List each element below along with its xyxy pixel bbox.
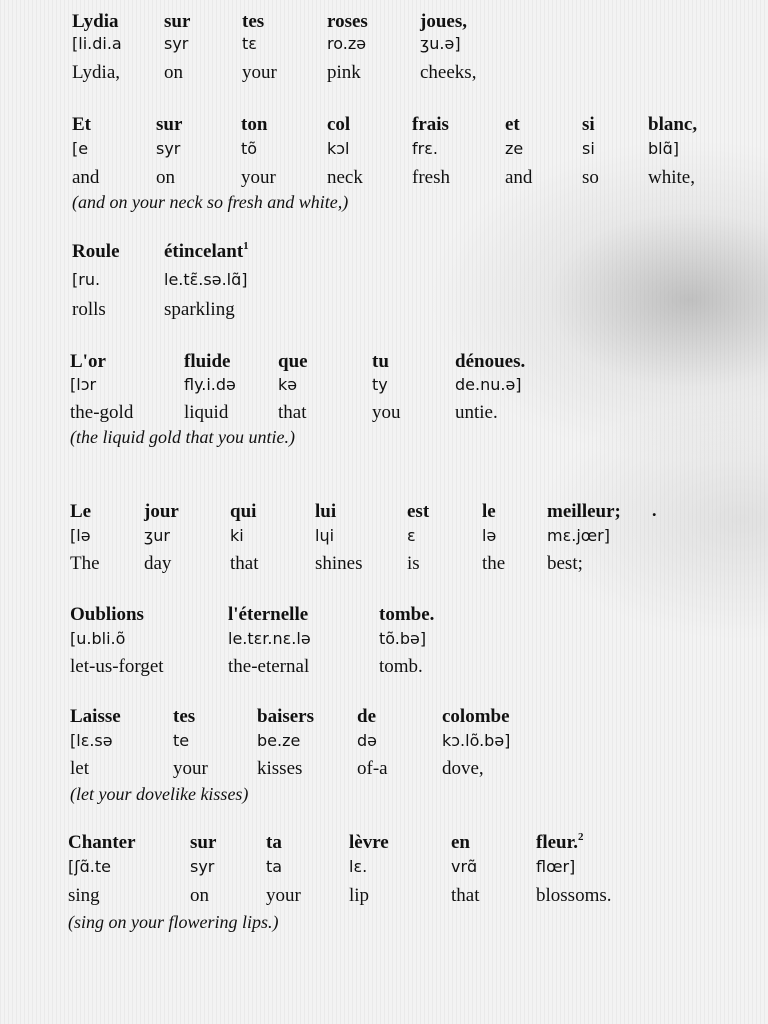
french-word bbox=[379, 605, 434, 624]
french-word-text: tes bbox=[242, 11, 265, 32]
french-word bbox=[242, 12, 264, 31]
english-gloss bbox=[315, 554, 363, 573]
french-word-text: sur bbox=[164, 11, 191, 32]
french-word bbox=[72, 115, 91, 134]
english-gloss bbox=[349, 886, 369, 905]
english-gloss bbox=[156, 168, 175, 187]
ipa-transcription-text: kɔ.lõ.bə] bbox=[442, 731, 511, 750]
ipa-transcription bbox=[455, 377, 522, 393]
english-gloss bbox=[70, 403, 133, 422]
english-gloss-text: your bbox=[241, 167, 276, 188]
ipa-transcription-text: kɔl bbox=[327, 139, 350, 158]
ipa-transcription bbox=[648, 141, 679, 157]
french-word bbox=[156, 115, 182, 134]
english-gloss-text: sparkling bbox=[164, 299, 235, 320]
english-gloss-text: and bbox=[72, 167, 100, 188]
french-word-text: fluide bbox=[184, 351, 231, 372]
french-word bbox=[455, 352, 525, 371]
french-word-text: tu bbox=[372, 351, 389, 372]
english-gloss bbox=[68, 886, 100, 905]
ipa-transcription bbox=[173, 733, 189, 749]
english-gloss-text: white, bbox=[648, 167, 695, 188]
french-word-text: Roule bbox=[72, 241, 120, 262]
french-word-text: tes bbox=[173, 706, 196, 727]
english-gloss-text: blossoms. bbox=[536, 885, 612, 906]
english-gloss-text: that bbox=[278, 402, 307, 423]
ipa-transcription bbox=[278, 377, 297, 393]
french-word-text: étincelant bbox=[164, 241, 244, 262]
ipa-transcription bbox=[257, 733, 300, 749]
english-gloss-text: rolls bbox=[72, 299, 106, 320]
ipa-transcription bbox=[482, 528, 496, 544]
ipa-transcription-text: [e bbox=[72, 139, 89, 158]
ipa-transcription bbox=[70, 631, 125, 647]
ipa-transcription bbox=[357, 733, 377, 749]
ipa-transcription bbox=[349, 859, 367, 875]
french-word bbox=[257, 707, 314, 726]
english-gloss bbox=[442, 759, 484, 778]
french-word bbox=[412, 115, 449, 134]
ipa-transcription-text: tɛ bbox=[242, 34, 257, 53]
ipa-transcription-text: le.tɛr.nɛ.lə bbox=[228, 629, 311, 648]
french-word-text: et bbox=[505, 114, 520, 135]
ipa-transcription bbox=[228, 631, 311, 647]
french-word-text: tombe. bbox=[379, 604, 435, 625]
ipa-transcription bbox=[70, 528, 91, 544]
english-gloss bbox=[164, 63, 183, 82]
english-gloss-text: and bbox=[505, 167, 533, 188]
french-word-text: meilleur; bbox=[547, 501, 621, 522]
french-word-text: ton bbox=[241, 114, 268, 135]
ipa-transcription-text: le.tɛ̃.sə.lɑ̃] bbox=[164, 270, 248, 289]
ipa-transcription bbox=[68, 859, 111, 875]
french-word-text: que bbox=[278, 351, 308, 372]
english-gloss bbox=[372, 403, 401, 422]
english-gloss bbox=[70, 657, 164, 676]
english-gloss bbox=[482, 554, 505, 573]
french-word-text: en bbox=[451, 832, 470, 853]
french-word bbox=[451, 833, 470, 852]
french-word-text: lui bbox=[315, 501, 337, 522]
french-word-text: qui bbox=[230, 501, 257, 522]
english-gloss-text: so bbox=[582, 167, 599, 188]
french-word-text: col bbox=[327, 114, 351, 135]
ipa-transcription bbox=[72, 141, 88, 157]
english-gloss bbox=[648, 168, 695, 187]
ipa-transcription bbox=[315, 528, 334, 544]
english-gloss bbox=[420, 63, 476, 82]
free-translation: (sing on your flowering lips.) bbox=[68, 912, 279, 932]
french-word-text: colombe bbox=[442, 706, 510, 727]
ipa-transcription-text: si bbox=[582, 139, 595, 158]
english-gloss-text: sing bbox=[68, 885, 100, 906]
french-word bbox=[72, 12, 118, 31]
english-gloss-text: best; bbox=[547, 553, 583, 574]
ipa-transcription bbox=[72, 36, 122, 52]
french-word bbox=[547, 502, 621, 521]
english-gloss-text: that bbox=[451, 885, 480, 906]
ipa-transcription-text: ʒu.ə] bbox=[420, 34, 461, 53]
english-gloss bbox=[505, 168, 532, 187]
french-word-text: sur bbox=[156, 114, 183, 135]
english-gloss-text: the bbox=[482, 553, 506, 574]
english-gloss-text: the-gold bbox=[70, 402, 134, 423]
french-word bbox=[648, 115, 697, 134]
french-word bbox=[420, 12, 467, 31]
english-gloss-text: on bbox=[164, 62, 183, 83]
english-gloss bbox=[228, 657, 309, 676]
ipa-transcription-text: syr bbox=[190, 857, 215, 876]
ipa-transcription-text: [li.di.a bbox=[72, 34, 122, 53]
free-translation: (the liquid gold that you untie.) bbox=[70, 427, 295, 447]
ipa-transcription-text: ʒur bbox=[144, 526, 170, 545]
ipa-transcription-text: ze bbox=[505, 139, 524, 158]
english-gloss bbox=[582, 168, 599, 187]
english-gloss-text: let bbox=[70, 758, 89, 779]
french-word-text: est bbox=[407, 501, 430, 522]
ipa-transcription-text: kə bbox=[278, 375, 298, 394]
french-word-text: l'éternelle bbox=[228, 604, 309, 625]
french-word bbox=[228, 605, 308, 624]
footnote-marker: 2 bbox=[578, 831, 584, 843]
french-word bbox=[144, 502, 179, 521]
footnote-marker: 1 bbox=[243, 240, 249, 252]
english-gloss-text: the-eternal bbox=[228, 656, 310, 677]
french-word bbox=[278, 352, 308, 371]
ipa-transcription-text: blɑ̃] bbox=[648, 139, 679, 158]
french-word bbox=[164, 12, 190, 31]
ipa-transcription bbox=[582, 141, 595, 157]
english-gloss-text: day bbox=[144, 553, 172, 574]
french-word bbox=[70, 352, 106, 371]
ipa-transcription bbox=[72, 272, 100, 288]
ipa-transcription-text: frɛ. bbox=[412, 139, 438, 158]
english-gloss bbox=[547, 554, 583, 573]
english-gloss-text: untie. bbox=[455, 402, 498, 423]
ipa-transcription bbox=[536, 859, 575, 875]
english-gloss-text: Lydia, bbox=[72, 62, 121, 83]
ipa-transcription-text: ro.zə bbox=[327, 34, 367, 53]
ipa-transcription-text: flœr] bbox=[536, 857, 576, 876]
ipa-transcription-text: be.ze bbox=[257, 731, 301, 750]
english-gloss-text: The bbox=[70, 553, 100, 574]
free-translation: (and on your neck so fresh and white,) bbox=[72, 192, 349, 212]
english-gloss bbox=[242, 63, 277, 82]
ipa-transcription bbox=[70, 377, 96, 393]
english-gloss bbox=[144, 554, 171, 573]
english-gloss bbox=[327, 168, 363, 187]
french-word bbox=[582, 115, 595, 134]
french-word bbox=[357, 707, 376, 726]
french-word-text: sur bbox=[190, 832, 217, 853]
ipa-transcription bbox=[407, 528, 416, 544]
french-word-text: fleur. bbox=[536, 832, 579, 853]
ipa-transcription-text: [lɛ.sə bbox=[70, 731, 113, 750]
english-gloss bbox=[184, 403, 228, 422]
french-word bbox=[184, 352, 230, 371]
english-gloss bbox=[72, 168, 99, 187]
ipa-transcription-text: lɥi bbox=[315, 526, 335, 545]
ipa-transcription-text: vrɑ̃ bbox=[451, 857, 478, 876]
french-word-text: de bbox=[357, 706, 376, 727]
english-gloss bbox=[72, 63, 120, 82]
english-gloss bbox=[70, 759, 89, 778]
english-gloss bbox=[407, 554, 420, 573]
ipa-transcription-text: lə bbox=[482, 526, 497, 545]
french-word bbox=[230, 502, 256, 521]
french-word-text: le bbox=[482, 501, 496, 522]
english-gloss bbox=[278, 403, 307, 422]
ipa-transcription-text: ty bbox=[372, 375, 388, 394]
french-word-text: ta bbox=[266, 832, 282, 853]
english-gloss bbox=[266, 886, 301, 905]
french-word-text: L'or bbox=[70, 351, 106, 372]
french-word bbox=[315, 502, 336, 521]
french-word-text: blanc, bbox=[648, 114, 698, 135]
french-word-text: baisers bbox=[257, 706, 314, 727]
french-word bbox=[173, 707, 195, 726]
ipa-transcription-text: mɛ.jœr] bbox=[547, 526, 610, 545]
french-word bbox=[266, 833, 282, 852]
french-word-text: Laisse bbox=[70, 706, 121, 727]
english-gloss bbox=[230, 554, 259, 573]
ipa-transcription bbox=[144, 528, 170, 544]
french-word-text: lèvre bbox=[349, 832, 389, 853]
french-word bbox=[327, 12, 368, 31]
ipa-transcription-text: də bbox=[357, 731, 377, 750]
ipa-transcription-text: fly.i.də bbox=[184, 375, 236, 394]
french-word bbox=[190, 833, 216, 852]
french-word bbox=[442, 707, 510, 726]
english-gloss-text: your bbox=[242, 62, 277, 83]
ipa-transcription bbox=[327, 141, 350, 157]
stray-mark: . bbox=[652, 500, 657, 520]
french-word bbox=[70, 502, 91, 521]
ipa-transcription bbox=[164, 36, 188, 52]
english-gloss bbox=[257, 759, 302, 778]
french-word-text: dénoues. bbox=[455, 351, 526, 372]
ipa-transcription bbox=[184, 377, 236, 393]
french-word-text: roses bbox=[327, 11, 368, 32]
french-word bbox=[327, 115, 350, 134]
ipa-transcription-text: [lə bbox=[70, 526, 91, 545]
english-gloss bbox=[379, 657, 423, 676]
ipa-transcription bbox=[420, 36, 461, 52]
french-word-text: frais bbox=[412, 114, 449, 135]
french-word-text: Lydia bbox=[72, 11, 119, 32]
ipa-transcription-text: ta bbox=[266, 857, 283, 876]
ipa-transcription bbox=[412, 141, 438, 157]
ipa-transcription bbox=[70, 733, 113, 749]
ipa-transcription bbox=[379, 631, 426, 647]
ipa-transcription bbox=[190, 859, 214, 875]
english-gloss-text: liquid bbox=[184, 402, 229, 423]
english-gloss-text: your bbox=[266, 885, 301, 906]
french-word-text: Le bbox=[70, 501, 92, 522]
english-gloss bbox=[357, 759, 388, 778]
ipa-transcription bbox=[451, 859, 477, 875]
ipa-transcription bbox=[505, 141, 523, 157]
french-word-text: jour bbox=[144, 501, 179, 522]
french-word bbox=[68, 833, 136, 852]
free-translation: (let your dovelike kisses) bbox=[70, 784, 249, 804]
french-word bbox=[505, 115, 520, 134]
french-word bbox=[70, 605, 144, 624]
english-gloss bbox=[455, 403, 498, 422]
french-word bbox=[482, 502, 496, 521]
french-word-text: Et bbox=[72, 114, 91, 135]
ipa-transcription-text: syr bbox=[164, 34, 189, 53]
ipa-transcription-text: tõ.bə] bbox=[379, 629, 427, 648]
french-word-text: Chanter bbox=[68, 832, 136, 853]
french-word bbox=[70, 707, 121, 726]
english-gloss-text: of-a bbox=[357, 758, 388, 779]
ipa-transcription bbox=[242, 36, 257, 52]
english-gloss bbox=[190, 886, 209, 905]
english-gloss-text: cheeks, bbox=[420, 62, 477, 83]
ipa-transcription bbox=[266, 859, 282, 875]
ipa-transcription-text: tõ bbox=[241, 139, 258, 158]
french-word bbox=[241, 115, 267, 134]
english-gloss-text: shines bbox=[315, 553, 363, 574]
english-gloss-text: is bbox=[407, 553, 420, 574]
english-gloss-text: on bbox=[156, 167, 175, 188]
french-word bbox=[164, 242, 249, 261]
english-gloss bbox=[173, 759, 208, 778]
ipa-transcription-text: syr bbox=[156, 139, 181, 158]
french-word bbox=[407, 502, 429, 521]
english-gloss bbox=[327, 63, 361, 82]
french-word bbox=[372, 352, 389, 371]
english-gloss bbox=[70, 554, 100, 573]
english-gloss-text: neck bbox=[327, 167, 363, 188]
french-word-text: joues, bbox=[420, 11, 467, 32]
ipa-transcription bbox=[156, 141, 180, 157]
ipa-transcription-text: te bbox=[173, 731, 190, 750]
ipa-transcription-text: ɛ bbox=[407, 526, 416, 545]
ipa-transcription-text: lɛ. bbox=[349, 857, 368, 876]
english-gloss bbox=[536, 886, 612, 905]
english-gloss bbox=[164, 300, 235, 319]
english-gloss-text: dove, bbox=[442, 758, 484, 779]
english-gloss bbox=[241, 168, 276, 187]
ipa-transcription-text: [ru. bbox=[72, 270, 101, 289]
english-gloss bbox=[412, 168, 450, 187]
ipa-transcription-text: [lɔr bbox=[70, 375, 97, 394]
ipa-transcription-text: ki bbox=[230, 526, 244, 545]
ipa-transcription bbox=[372, 377, 388, 393]
english-gloss bbox=[72, 300, 106, 319]
ipa-transcription bbox=[241, 141, 257, 157]
french-word bbox=[349, 833, 389, 852]
french-word-text: Oublions bbox=[70, 604, 144, 625]
ipa-transcription bbox=[327, 36, 366, 52]
french-word bbox=[72, 242, 120, 261]
english-gloss-text: pink bbox=[327, 62, 361, 83]
english-gloss-text: your bbox=[173, 758, 208, 779]
english-gloss-text: lip bbox=[349, 885, 370, 906]
ipa-transcription bbox=[547, 528, 610, 544]
ipa-transcription-text: [ʃɑ̃.te bbox=[68, 857, 111, 876]
ipa-transcription-text: [u.bli.õ bbox=[70, 629, 126, 648]
ipa-transcription bbox=[442, 733, 510, 749]
english-gloss-text: kisses bbox=[257, 758, 303, 779]
ipa-transcription bbox=[164, 272, 248, 288]
ipa-transcription bbox=[230, 528, 244, 544]
french-word bbox=[536, 833, 584, 852]
english-gloss-text: fresh bbox=[412, 167, 450, 188]
english-gloss-text: that bbox=[230, 553, 259, 574]
english-gloss-text: tomb. bbox=[379, 656, 423, 677]
english-gloss-text: you bbox=[372, 402, 401, 423]
french-word-text: si bbox=[582, 114, 595, 135]
english-gloss bbox=[451, 886, 480, 905]
english-gloss-text: on bbox=[190, 885, 209, 906]
ipa-transcription-text: de.nu.ə] bbox=[455, 375, 522, 394]
english-gloss-text: let-us-forget bbox=[70, 656, 164, 677]
